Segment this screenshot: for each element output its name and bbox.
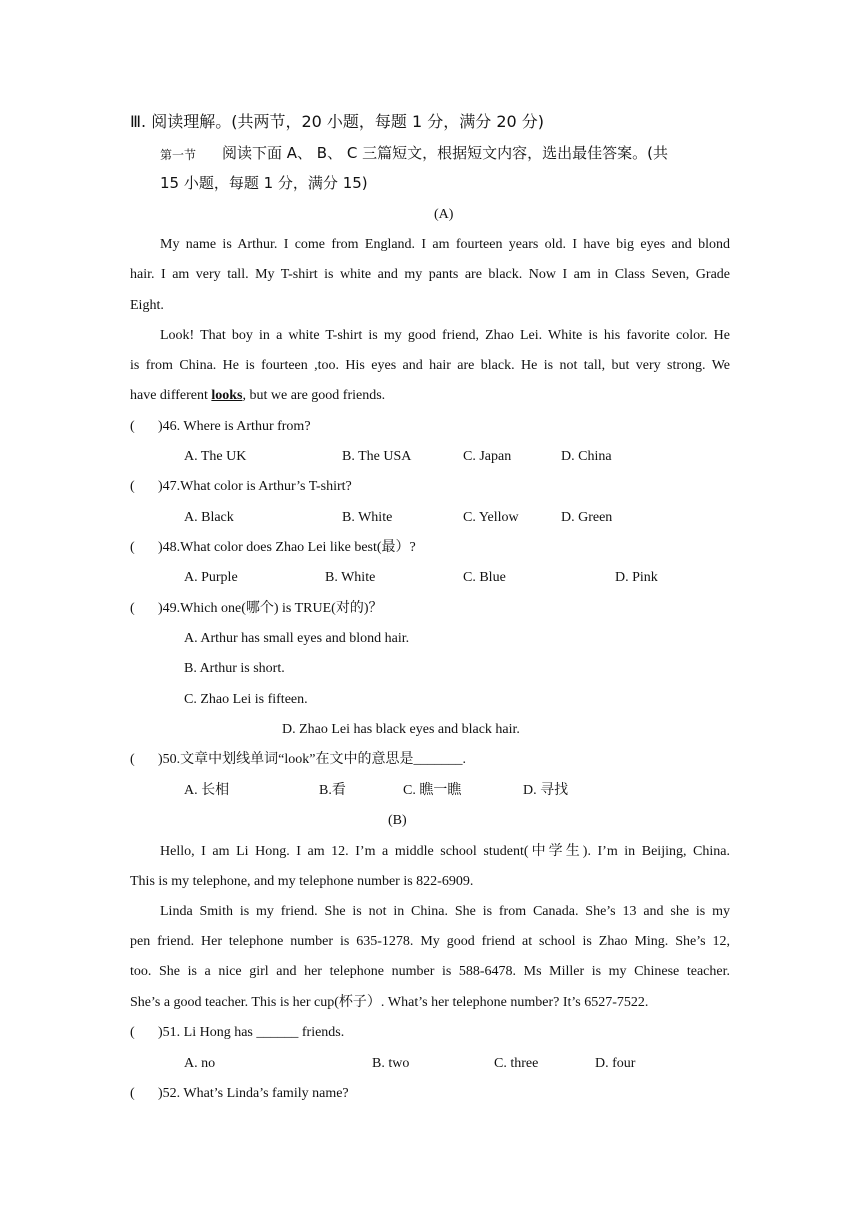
option-d: D. Pink xyxy=(615,570,658,585)
option-c: C. Japan xyxy=(463,449,512,464)
option-b: B. White xyxy=(325,570,376,585)
option-a: A. The UK xyxy=(184,449,247,464)
passage-b-line: Hello, I am Li Hong. I am 12. I’m a middle school student(中学生). I’m in Beijing, China. xyxy=(160,844,730,859)
question-46-stem: )46. Where is Arthur from? xyxy=(158,419,311,434)
question-48-stem: )48.What color does Zhao Lei like best(最）? xyxy=(158,540,416,555)
underlined-word-looks: looks xyxy=(211,388,243,403)
option-c: C. Blue xyxy=(463,570,506,585)
passage-b-line: She’s a good teacher. This is her cup(杯子）. What’s her telephone number? It’s 6527-7522. xyxy=(130,995,649,1010)
question-50-stem: )50.文章中划线单词“look”在文中的意思是_______. xyxy=(158,752,466,767)
passage-a-line: My name is Arthur. I come from England. I am fourteen years old. I have big eyes and blond xyxy=(160,237,730,252)
answer-bracket: ( xyxy=(130,1025,135,1040)
passage-a-line: Look! That boy in a white T-shirt is my good friend, Zhao Lei. White is his favorite color. He xyxy=(160,328,730,343)
passage-b-line: Linda Smith is my friend. She is not in China. She is from Canada. She’s 13 and she is my xyxy=(160,904,730,919)
option-a: A. Arthur has small eyes and blond hair. xyxy=(184,631,410,646)
answer-bracket: ( xyxy=(130,1086,135,1101)
answer-bracket: ( xyxy=(130,601,135,616)
option-a: A. Purple xyxy=(184,570,238,585)
passage-a-heading: (A) xyxy=(434,207,454,222)
answer-bracket: ( xyxy=(130,540,135,555)
part-instruction-line2: 15 小题，每题 1 分，满分 15) xyxy=(160,174,368,192)
text-run: have different xyxy=(130,388,212,403)
option-b: B. Arthur is short. xyxy=(184,661,285,676)
option-d: D. four xyxy=(595,1056,636,1071)
answer-bracket: ( xyxy=(130,419,135,434)
passage-a-line xyxy=(130,386,385,406)
passage-a-line: Eight. xyxy=(130,298,164,313)
question-47-stem: )47.What color is Arthur’s T-shirt? xyxy=(158,479,352,494)
option-a: A. Black xyxy=(184,510,234,525)
question-49-stem: )49.Which one(哪个) is TRUE(对的)？ xyxy=(158,601,383,616)
part-instruction-line1: 阅读下面 A、 B、 C 三篇短文，根据短文内容，选出最佳答案。(共 xyxy=(222,144,668,162)
option-b: B.看 xyxy=(319,783,346,798)
section-title: Ⅲ. 阅读理解。(共两节，20 小题，每题 1 分，满分 20 分) xyxy=(130,112,545,131)
option-b: B. White xyxy=(342,510,393,525)
option-a: A. 长相 xyxy=(184,783,230,798)
text-run: , but we are good friends. xyxy=(242,388,386,403)
option-b: B. The USA xyxy=(342,449,412,464)
option-d: D. Zhao Lei has black eyes and black hair. xyxy=(282,722,520,737)
option-c: C. Zhao Lei is fifteen. xyxy=(184,692,308,707)
option-c: C. Yellow xyxy=(463,510,519,525)
passage-b-line: This is my telephone, and my telephone number is 822-6909. xyxy=(130,874,474,889)
answer-bracket: ( xyxy=(130,479,135,494)
passage-b-line: pen friend. Her telephone number is 635-1278. My good friend at school is Zhao Ming. She’s 12, xyxy=(130,934,730,949)
option-d: D. China xyxy=(561,449,612,464)
option-b: B. two xyxy=(372,1056,410,1071)
option-c: C. 瞧一瞧 xyxy=(403,783,462,798)
answer-bracket: ( xyxy=(130,752,135,767)
question-51-stem: )51. Li Hong has ______ friends. xyxy=(158,1025,345,1040)
option-a: A. no xyxy=(184,1056,216,1071)
option-d: D. Green xyxy=(561,510,613,525)
option-c: C. three xyxy=(494,1056,539,1071)
passage-a-line: is from China. He is fourteen ,too. His eyes and hair are black. He is not tall, but very strong. We xyxy=(130,358,730,373)
option-d: D. 寻找 xyxy=(523,783,569,798)
passage-b-heading: (B) xyxy=(388,813,407,828)
passage-b-line: too. She is a nice girl and her telephone number is 588-6478. Ms Miller is my Chinese teacher. xyxy=(130,964,730,979)
passage-a-line: hair. I am very tall. My T-shirt is white and my pants are black. Now I am in Class Seven, Grade xyxy=(130,267,730,282)
part-label: 第一节 xyxy=(160,148,197,162)
question-52-stem: )52. What’s Linda’s family name? xyxy=(158,1086,349,1101)
